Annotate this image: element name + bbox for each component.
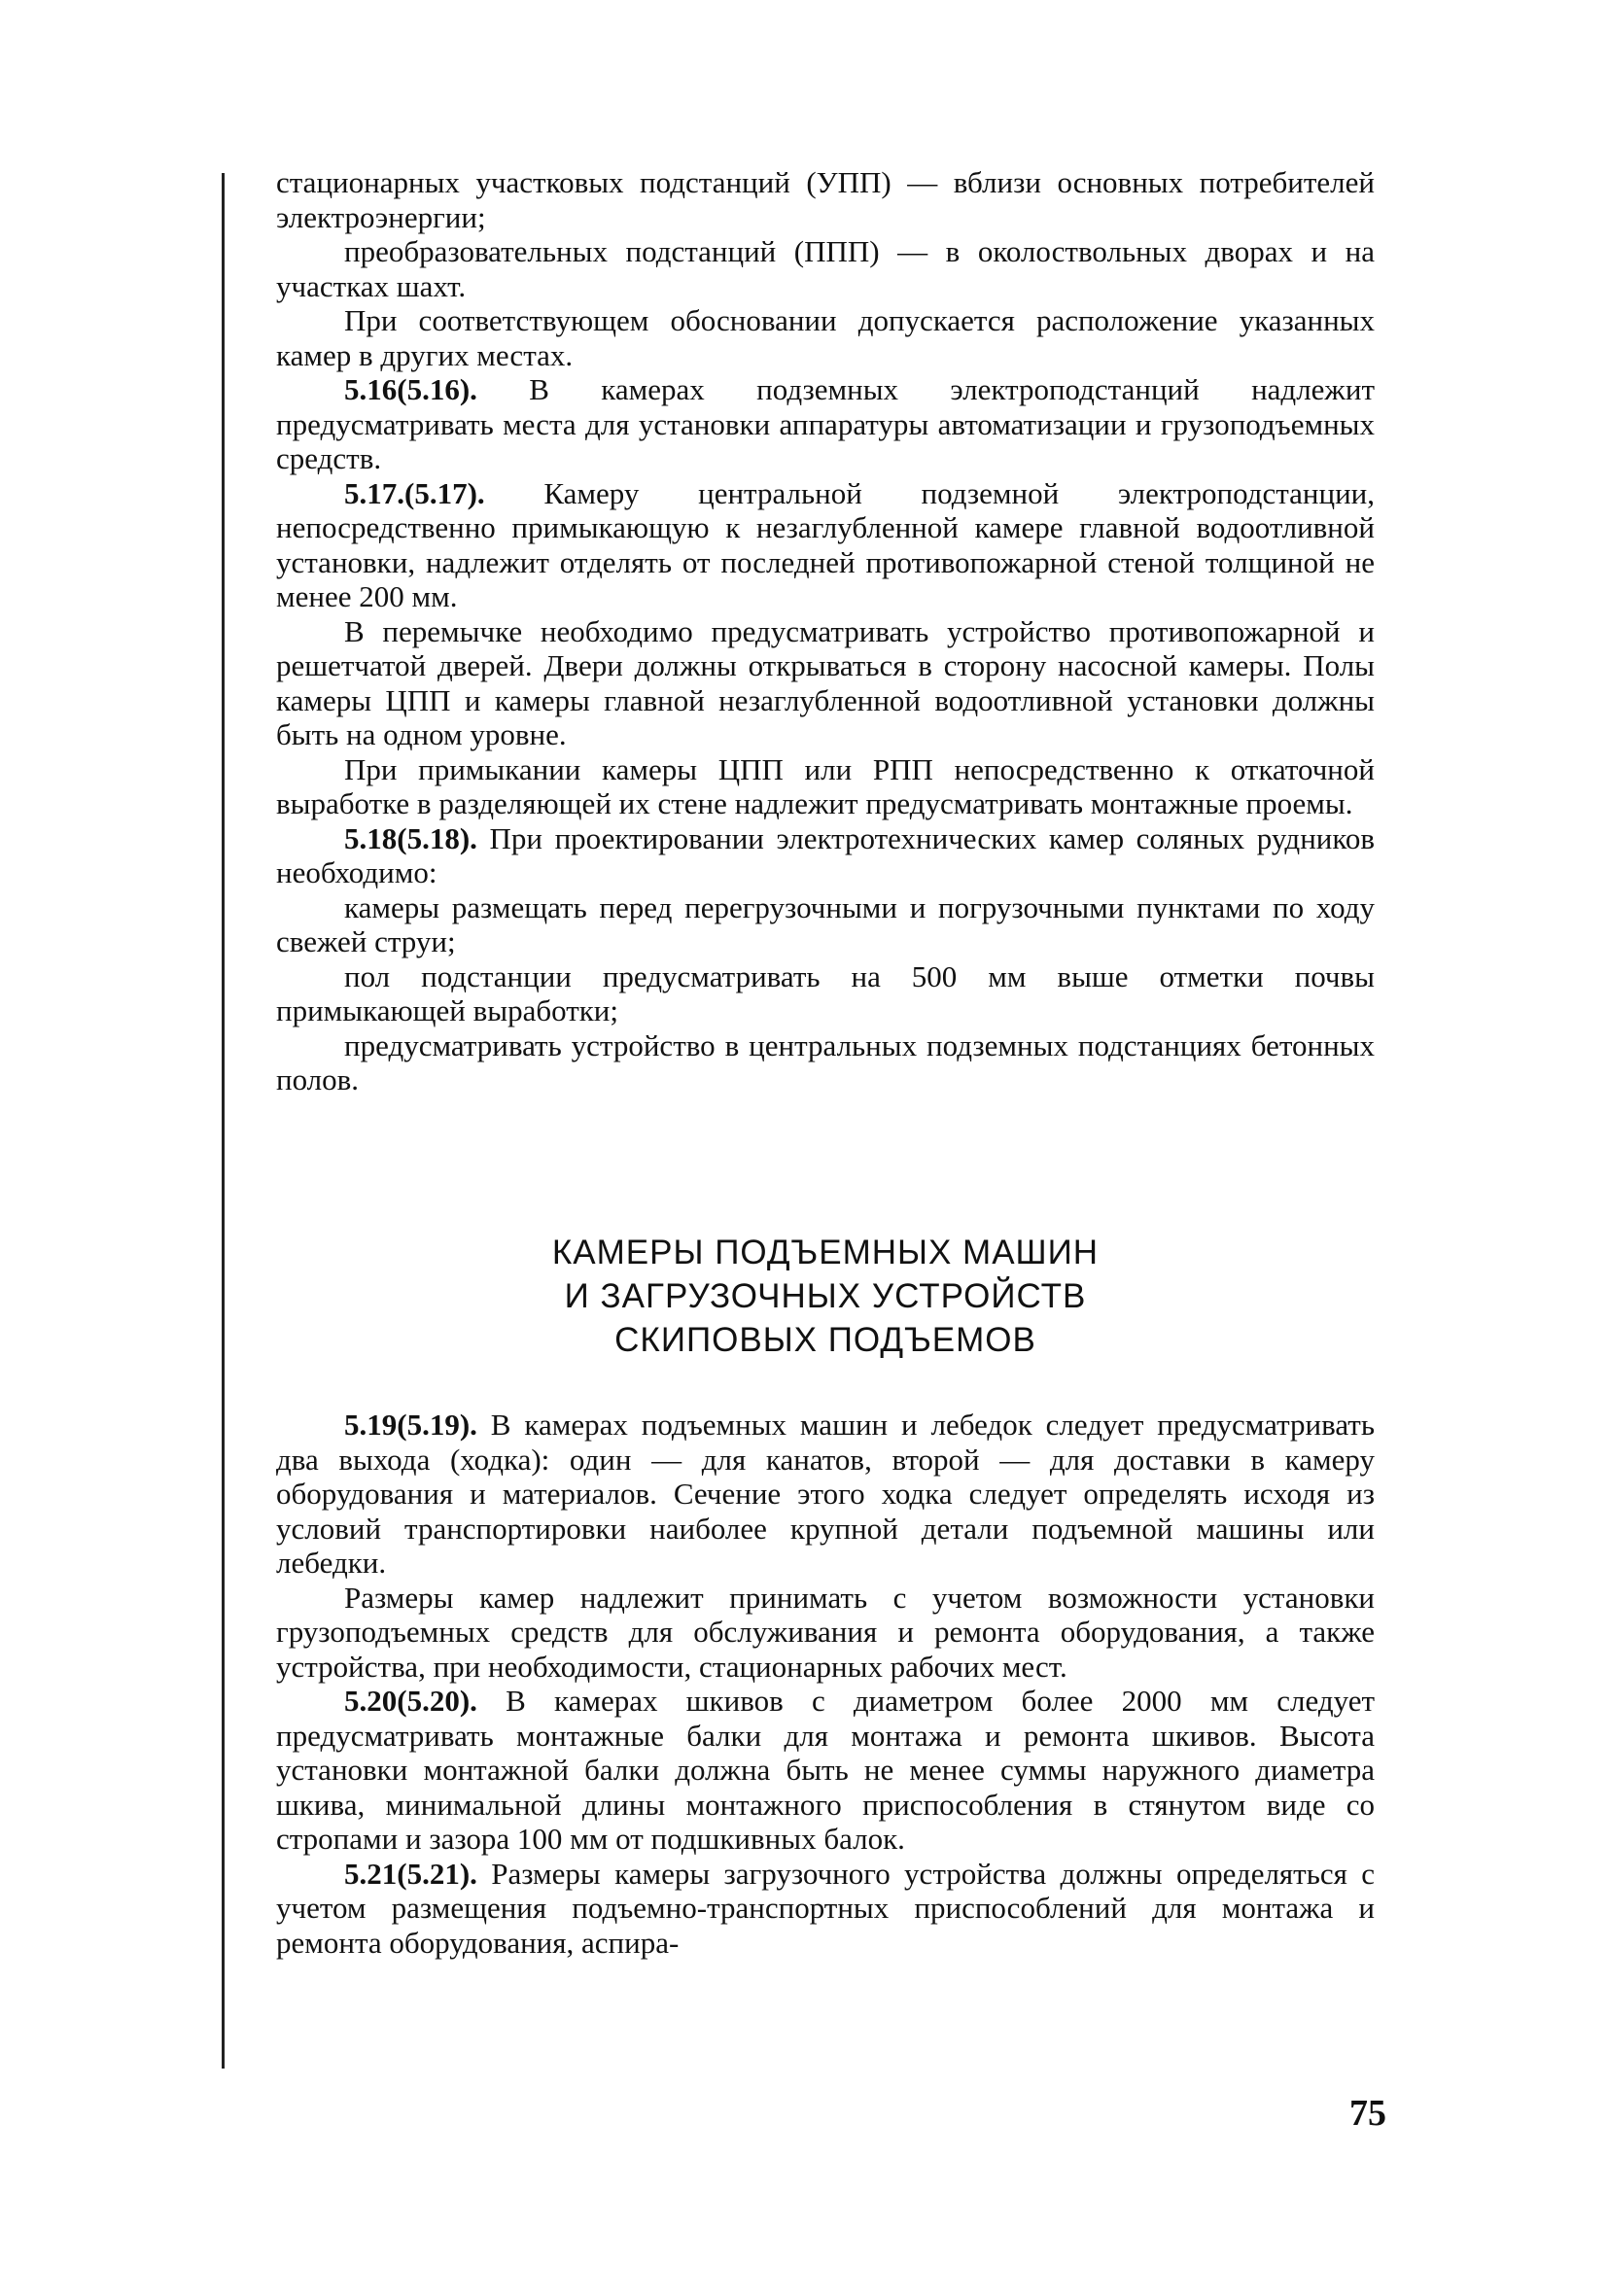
clause-number: 5.18(5.18).: [344, 820, 477, 855]
paragraph: пол подстанции предусматривать на 500 мм выше отметки почвы примыкающей выработки;: [276, 958, 1375, 1027]
paragraph: преобразовательных подстанций (ППП) — в околоствольных дворах и на участках шахт.: [276, 234, 1375, 303]
paragraph: 5.16(5.16). В камерах подземных электроподстанций надлежит предусматривать места для установки аппаратуры автоматизации и грузоподъемных средств.: [276, 372, 1375, 475]
body-text-top: [276, 165, 1375, 1097]
body-text-bottom: [276, 1408, 1375, 1960]
paragraph: предусматривать устройство в центральных подземных подстанциях бетонных полов.: [276, 1027, 1375, 1096]
paragraph: В перемычке необходимо предусматривать устройство противопожарной и решетчатой дверей. Двери должны открываться в сторону насосной камеры. Полы камеры ЦПП и камеры главной незаглубленной водоотливной установки должны быть на одном уровне.: [276, 613, 1375, 751]
paragraph: камеры размещать перед перегрузочными и погрузочными пунктами по ходу свежей струи;: [276, 889, 1375, 958]
clause-number: 5.19(5.19).: [344, 1408, 477, 1442]
paragraph: 5.20(5.20). В камерах шкивов с диаметром более 2000 мм следует предусматривать монтажные балки для монтажа и ремонта шкивов. Высота установки монтажной балки должна быть не менее суммы наружного диаметра шкива, минимальной длины монтажного приспособления в стянутом виде со стропами и зазора 100 мм от подшкивных балок.: [276, 1684, 1375, 1856]
paragraph: Размеры камер надлежит принимать с учетом возможности установки грузоподъемных средств для обслуживания и ремонта оборудования, а также устройства, при необходимости, стационарных рабочих мест.: [276, 1580, 1375, 1684]
paragraph: 5.18(5.18). При проектировании электротехнических камер соляных рудников необходимо:: [276, 820, 1375, 889]
paragraph: При примыкании камеры ЦПП или РПП непосредственно к откаточной выработке в разделяющей их стене надлежит предусматривать монтажные проемы.: [276, 751, 1375, 820]
heading-line: КАМЕРЫ ПОДЪЕМНЫХ МАШИН: [551, 1234, 1100, 1271]
paragraph: стационарных участковых подстанций (УПП) — вблизи основных потребителей электроэнергии;: [276, 165, 1375, 234]
heading-line: СКИПОВЫХ ПОДЪЕМОВ: [614, 1321, 1036, 1359]
section-heading: [276, 1231, 1375, 1362]
clause-number: 5.21(5.21).: [344, 1856, 477, 1891]
clause-number: 5.17.(5.17).: [344, 475, 485, 510]
paragraph: 5.19(5.19). В камерах подъемных машин и лебедок следует предусматривать два выхода (ходка): один — для канатов, второй — для доставки в камеру оборудования и материалов. Сечение этого ходка следует определять исходя из условий транспортировки наиболее крупной детали подъемной машины или лебедки.: [276, 1408, 1375, 1580]
clause-number: 5.16(5.16).: [344, 372, 477, 406]
page-number: 75: [1349, 2093, 1386, 2134]
clause-number: 5.20(5.20).: [344, 1684, 477, 1718]
paragraph: 5.21(5.21). Размеры камеры загрузочного устройства должны определяться с учетом размещения подъемно-транспортных приспособлений для монтажа и ремонта оборудования, аспира-: [276, 1856, 1375, 1960]
paragraph: При соответствующем обосновании допускается расположение указанных камер в других местах.: [276, 303, 1375, 372]
heading-line: И ЗАГРУЗОЧНЫХ УСТРОЙСТВ: [564, 1277, 1087, 1315]
margin-rule: [222, 173, 225, 2069]
paragraph: 5.17.(5.17). Камеру центральной подземной электроподстанции, непосредственно примыкающую к незаглубленной камере главной водоотливной установки, надлежит отделять от последней противопожарной стеной толщиной не менее 200 мм.: [276, 475, 1375, 613]
